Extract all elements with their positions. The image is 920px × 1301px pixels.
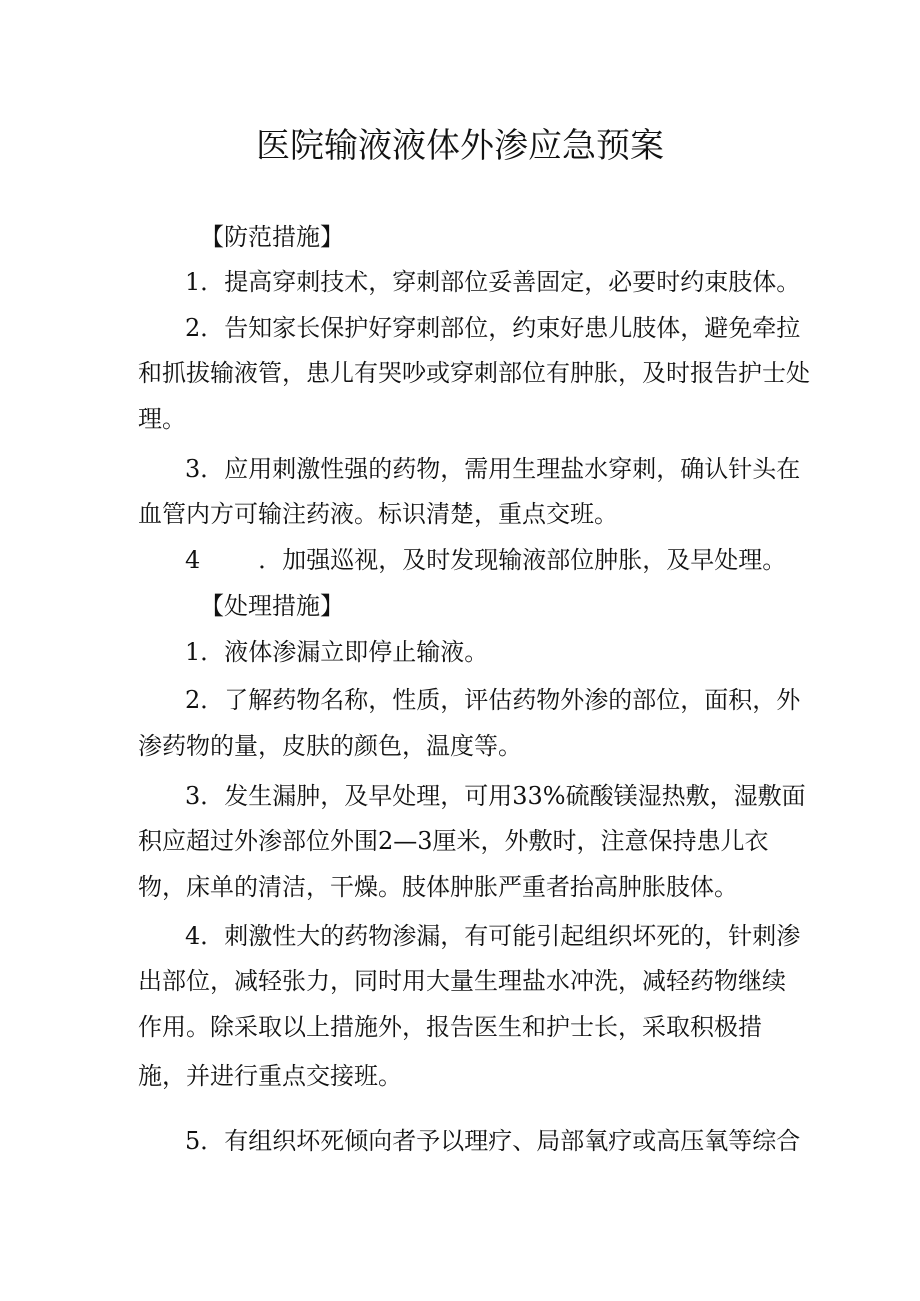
prevention-item-1-line-1: 1．提高穿刺技术，穿刺部位妥善固定，必要时约束肢体。 (185, 268, 801, 296)
handling-item-5-line-1: 5．有组织坏死倾向者予以理疗、局部氧疗或高压氧等综合 (185, 1127, 801, 1155)
handling-item-4-line-2: 出部位，减轻张力，同时用大量生理盐水冲洗，减轻药物继续 (138, 967, 786, 995)
section-heading-handling: 【处理措施】 (200, 592, 344, 620)
prevention-item-4 (185, 545, 786, 575)
section-heading-prevention: 【防范措施】 (200, 223, 344, 251)
prevention-item-2-line-1: 2．告知家长保护好穿刺部位，约束好患儿肢体，避免牵拉 (185, 314, 801, 342)
handling-item-2-line-1: 2．了解药物名称，性质，评估药物外渗的部位，面积，外 (185, 686, 801, 714)
prevention-item-2-line-2: 和抓拔输液管，患儿有哭吵或穿刺部位有肿胀，及时报告护士处 (138, 359, 810, 387)
prevention-item-3-line-2: 血管内方可输注药液。标识清楚，重点交班。 (138, 500, 618, 528)
handling-item-4-line-1: 4．刺激性大的药物渗漏，有可能引起组织坏死的，针刺渗 (185, 922, 801, 950)
prevention-item-4-text: ．加强巡视，及时发现输液部位肿胀，及早处理。 (258, 546, 787, 574)
handling-item-1-line-1: 1．液体渗漏立即停止输液。 (185, 638, 489, 666)
document-title: 医院输液液体外渗应急预案 (256, 126, 664, 166)
prevention-item-2-line-3: 理。 (138, 405, 186, 433)
handling-item-3-line-1: 3．发生漏肿，及早处理，可用33%硫酸镁湿热敷，湿敷面 (185, 782, 806, 810)
prevention-item-3-line-1: 3．应用刺激性强的药物，需用生理盐水穿刺，确认针头在 (185, 455, 801, 483)
handling-item-2-line-2: 渗药物的量，皮肤的颜色，温度等。 (138, 732, 522, 760)
handling-item-3-line-2: 积应超过外渗部位外围2—3厘米，外敷时，注意保持患儿衣 (138, 827, 769, 855)
handling-item-4-line-3: 作用。除采取以上措施外，报告医生和护士长，采取积极措 (138, 1013, 762, 1041)
handling-item-3-line-3: 物，床单的清洁，干燥。肢体肿胀严重者抬高肿胀肢体。 (138, 873, 738, 901)
handling-item-4-line-4: 施，并进行重点交接班。 (138, 1062, 402, 1090)
prevention-item-4-number: 4 (185, 546, 201, 574)
